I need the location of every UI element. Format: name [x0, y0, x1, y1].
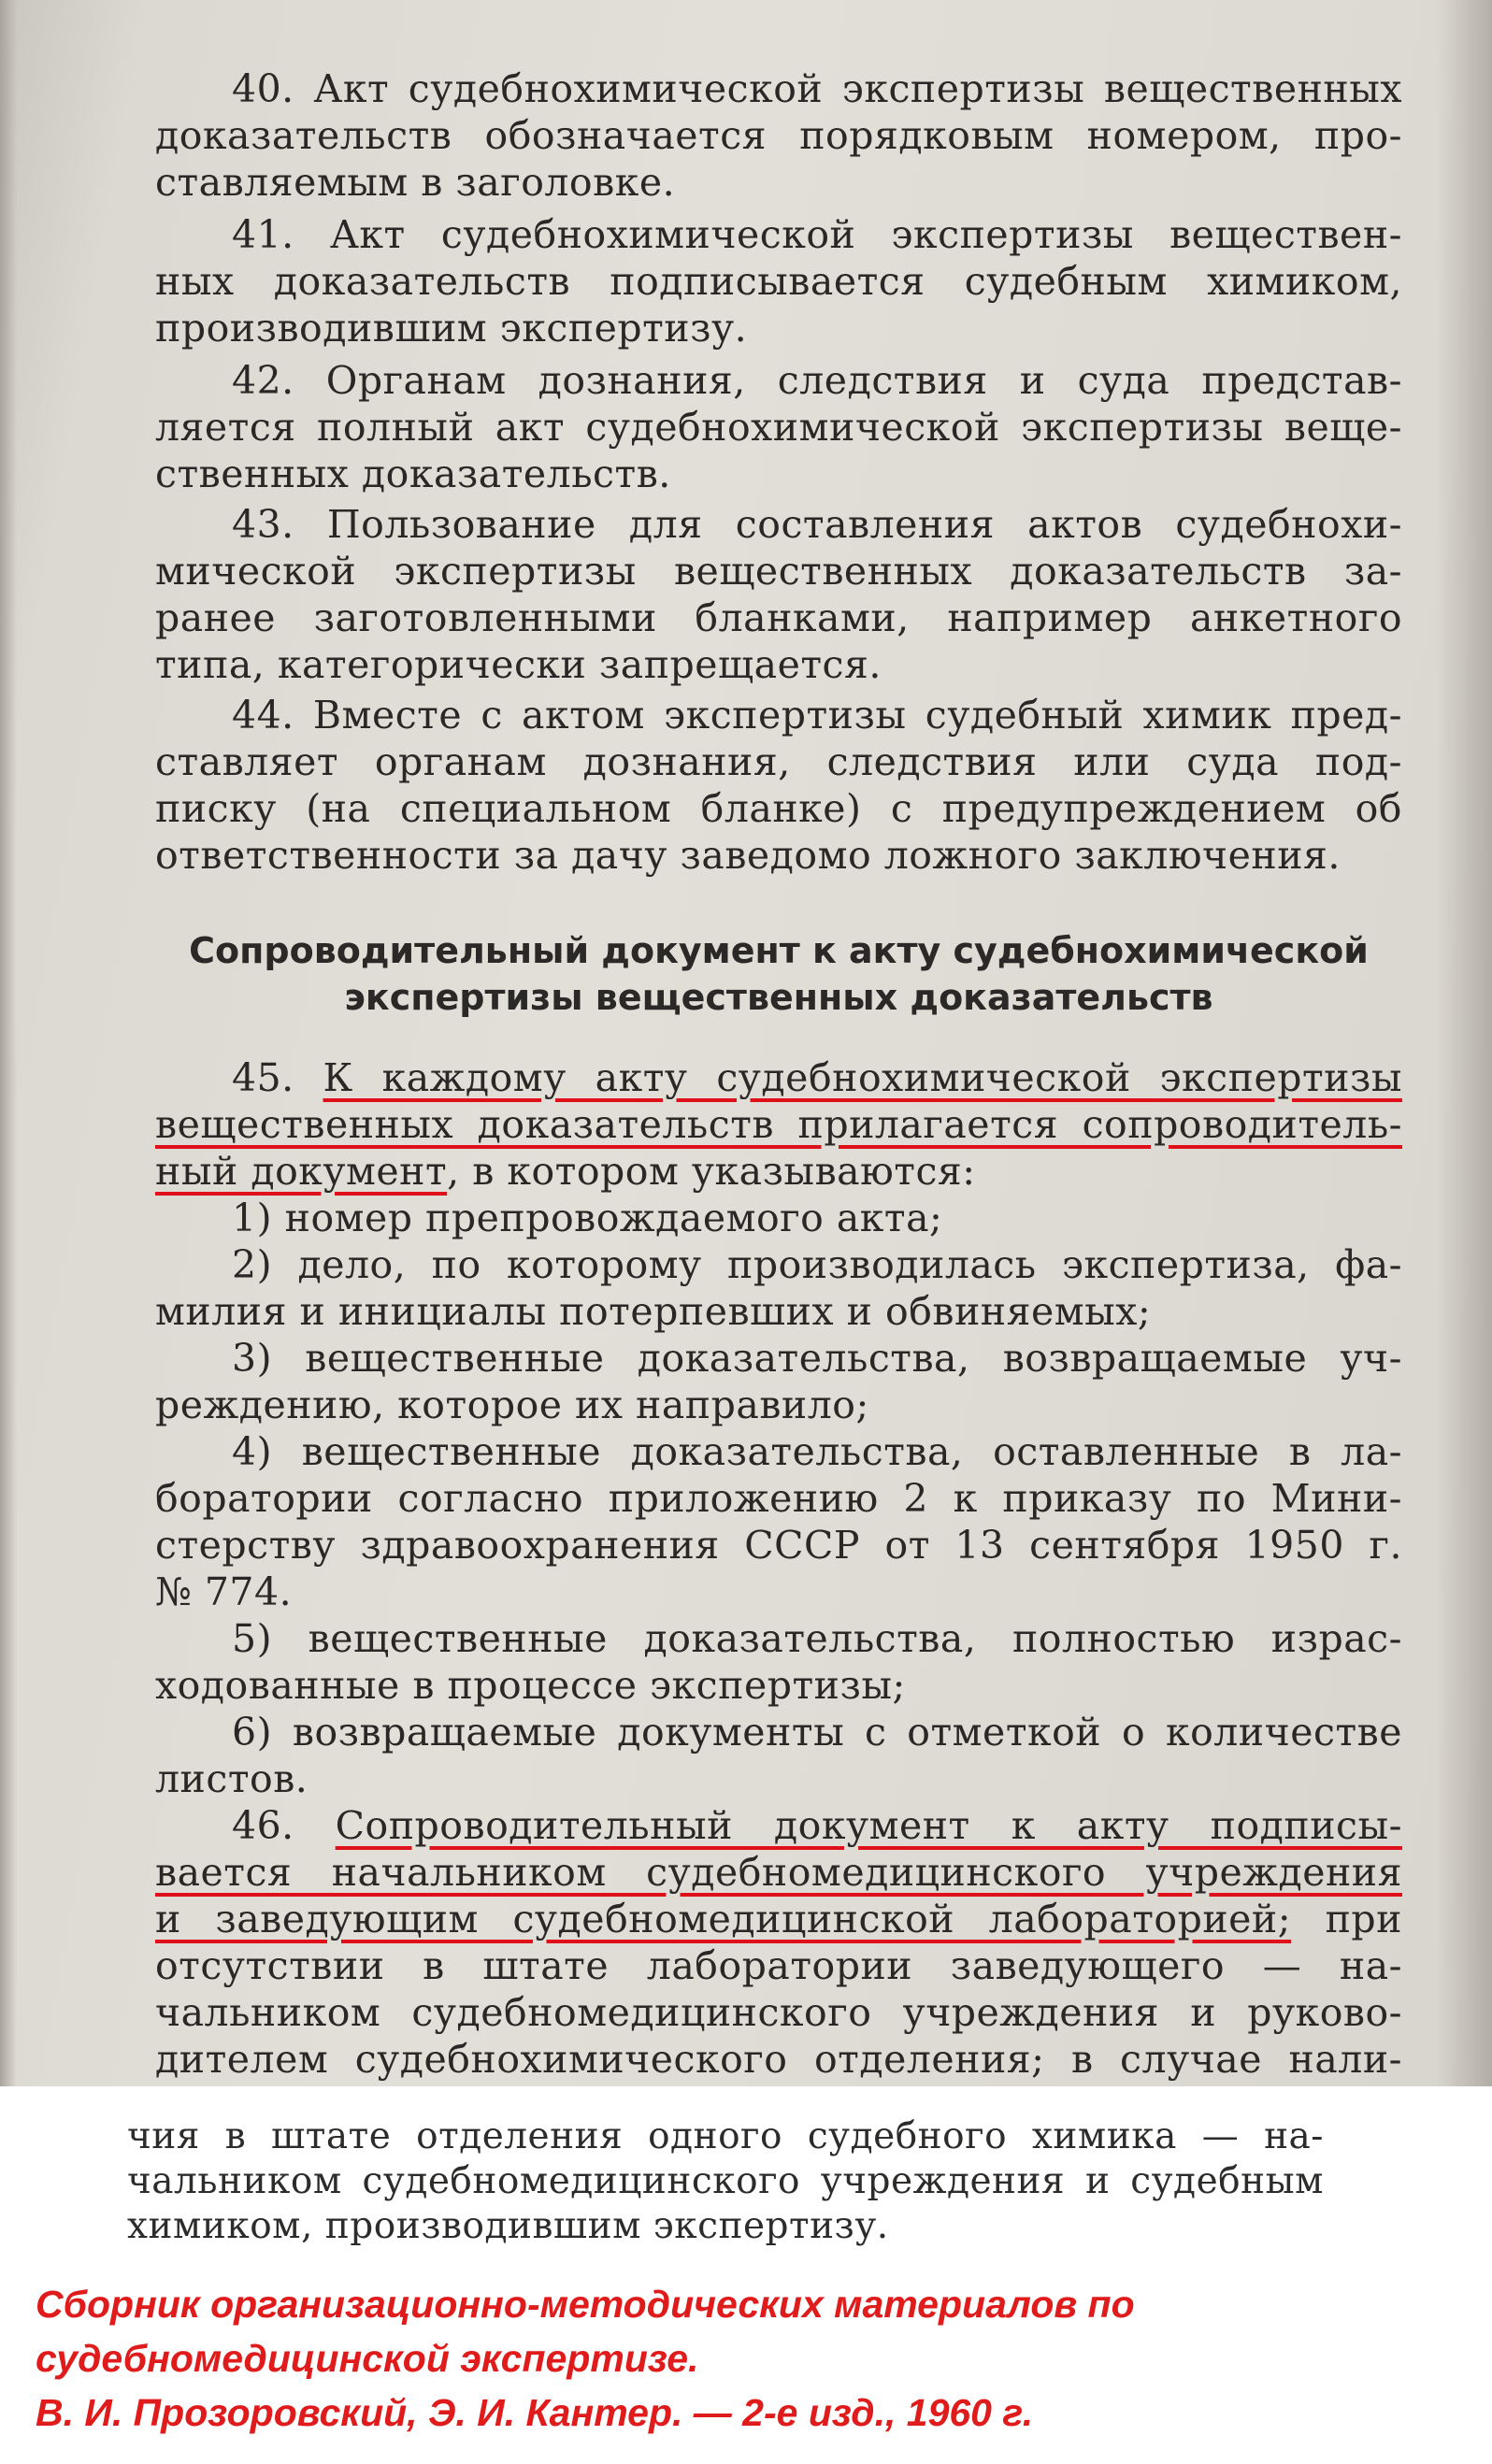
text-line: чия в штате отделения одного судебного химика — на-	[127, 2115, 1324, 2157]
text-line: ставляемым в заголовке.	[155, 160, 676, 205]
text-line	[155, 1054, 1402, 1101]
list-item-6	[155, 1709, 1402, 1802]
text-line: 41. Акт судебнохимической экспертизы веществен-	[232, 212, 1402, 257]
list-item-5	[155, 1615, 1402, 1709]
caption-line: судебномедицинской экспертизе.	[36, 2337, 699, 2380]
underlined-text: вается начальником судебномедицинского учреждения	[155, 1850, 1402, 1895]
text-line: 4) вещественные доказательства, оставленные в ла-	[232, 1429, 1402, 1474]
text-line	[155, 1148, 1402, 1195]
caption-line: Сборник организационно-методических материалов по	[36, 2283, 1135, 2326]
text-line: 2) дело, по которому производилась экспертиза, фа-	[232, 1242, 1402, 1287]
text-line: мической экспертизы вещественных доказательств за-	[155, 549, 1402, 594]
heading-line: экспертизы вещественных доказательств	[344, 977, 1213, 1018]
text-line: милия и инициалы потерпевших и обвиняемых;	[155, 1289, 1152, 1334]
text-line: доказательств обозначается порядковым номером, про-	[155, 113, 1402, 158]
plain-text: , в котором указываются:	[447, 1149, 976, 1194]
paragraph-44	[155, 692, 1402, 879]
paragraph-41	[155, 211, 1402, 351]
caption-line: В. И. Прозоровский, Э. И. Кантер. — 2-е изд., 1960 г.	[36, 2391, 1034, 2434]
text-line: реждению, которое их направило;	[155, 1382, 869, 1427]
text-line: ходованные в процессе экспертизы;	[155, 1663, 906, 1708]
source-caption	[36, 2277, 1456, 2440]
underlined-text: Сопроводительный документ к акту подписы-	[335, 1803, 1402, 1848]
text-line: листов.	[155, 1756, 308, 1801]
text-line	[155, 1802, 1402, 1849]
item-number: 46.	[232, 1803, 336, 1848]
text-line: дителем судебнохимического отделения; в случае нали-	[155, 2037, 1402, 2082]
text-line: 3) вещественные доказательства, возвращаемые уч-	[232, 1336, 1402, 1381]
text-line: стерству здравоохранения СССР от 13 сентября 1950 г.	[155, 1523, 1402, 1568]
item-number: 45.	[232, 1055, 323, 1100]
underlined-text: К каждому акту судебнохимической экспертизы	[323, 1055, 1402, 1100]
text-line: чальником судебномедицинского учреждения и судебным	[127, 2160, 1324, 2202]
text-line: 43. Пользование для составления актов судебнохи-	[232, 502, 1402, 547]
text-line	[155, 1849, 1402, 1896]
text-line: чальником судебномедицинского учреждения и руково-	[155, 1990, 1402, 2035]
paragraph-40	[155, 65, 1402, 206]
paragraph-42	[155, 357, 1402, 497]
paragraph-46	[155, 1802, 1402, 2083]
list-item-3	[155, 1335, 1402, 1428]
text-line: ных доказательств подписывается судебным химиком,	[155, 259, 1402, 304]
list-item-1	[155, 1195, 1402, 1241]
underlined-text: ный документ	[155, 1149, 448, 1194]
text-line: производившим экспертизу.	[155, 306, 748, 351]
continuation-text	[127, 2114, 1324, 2249]
text-line: ранее заготовленными бланками, например анкетного	[155, 595, 1402, 640]
text-line	[155, 1896, 1402, 1942]
text-line: боратории согласно приложению 2 к приказу по Мини-	[155, 1476, 1402, 1521]
text-line: 42. Органам дознания, следствия и суда представ-	[232, 358, 1402, 403]
text-line: писку (на специальном бланке) с предупреждением об	[155, 786, 1402, 831]
underlined-text: и заведующим судебномедицинской лабораторией;	[155, 1897, 1292, 1941]
list-item-4	[155, 1428, 1402, 1615]
text-line: 44. Вместе с актом экспертизы судебный химик пред-	[232, 693, 1402, 738]
text-line	[155, 1101, 1402, 1148]
text-line: типа, категорически запрещается.	[155, 642, 882, 687]
text-line: ставляет органам дознания, следствия или суда под-	[155, 739, 1402, 784]
underlined-text: вещественных доказательств прилагается сопроводитель-	[155, 1102, 1402, 1147]
text-line: 6) возвращаемые документы с отметкой о количестве	[232, 1710, 1402, 1755]
list-item-2	[155, 1241, 1402, 1335]
section-heading	[155, 927, 1402, 1021]
paragraph-43	[155, 501, 1402, 688]
text-line: ляется полный акт судебнохимической экспертизы веще-	[155, 405, 1402, 450]
text-line: ственных доказательств.	[155, 451, 671, 496]
text-line: № 774.	[155, 1569, 293, 1614]
text-line: 5) вещественные доказательства, полностью израс-	[232, 1616, 1402, 1661]
text-line: ответственности за дачу заведомо ложного заключения.	[155, 833, 1341, 878]
heading-line: Сопроводительный документ к акту судебнохимической	[189, 930, 1369, 971]
text-line: химиком, производившим экспертизу.	[127, 2205, 889, 2247]
text-line: 1) номер препровождаемого акта;	[232, 1196, 943, 1240]
text-line: 40. Акт судебнохимической экспертизы вещественных	[232, 66, 1402, 111]
paragraph-45	[155, 1054, 1402, 1195]
text-line: отсутствии в штате лаборатории заведующего — на-	[155, 1943, 1402, 1988]
plain-text: при	[1291, 1897, 1402, 1941]
